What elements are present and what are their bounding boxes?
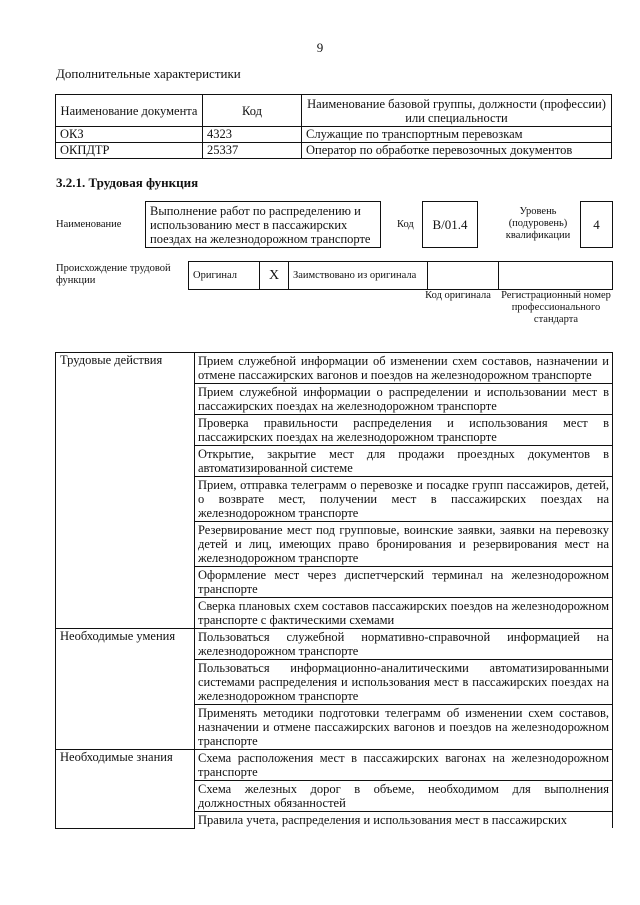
table-row (56, 629, 613, 660)
cell-group: Служащие по транспортным перевозкам (302, 127, 612, 143)
reg-number-caption: Регистрационный номер профессионального стандарта (501, 290, 611, 325)
list-item: Резервирование мест под групповые, воинские заявки, заявки на перевозку детей и лиц, имеющих право бронирования и резервирования мест на железнодорожном транспорте (195, 522, 613, 567)
cell-document: ОКЗ (56, 127, 203, 143)
additional-characteristics-table (55, 94, 612, 159)
level-label: Уровень (подуровень) квалификации (505, 206, 571, 241)
origin-label: Происхождение трудовой функции (56, 263, 171, 286)
table-header-row (56, 95, 612, 127)
list-item: Прием, отправка телеграмм о перевозке и посадке групп пассажиров, детей, о возврате мест, получении мест в пассажирских поездах на железнодорожном транспорте (195, 477, 613, 522)
list-item: Пользоваться служебной нормативно-справочной информацией на железнодорожном транспорте (195, 629, 613, 660)
list-item: Проверка правильности распределения и использования мест в пассажирских поездах на железнодорожном транспорте (195, 415, 613, 446)
list-item: Схема железных дорог в объеме, необходимом для выполнения должностных обязанностей (195, 781, 613, 812)
page-number: 9 (316, 40, 324, 55)
category-skills: Необходимые умения (56, 629, 195, 750)
additional-characteristics-title: Дополнительные характеристики (56, 66, 241, 81)
qualification-level: 4 (580, 201, 613, 248)
header-group-name: Наименование базовой группы, должности (профессии) или специальности (302, 95, 612, 127)
original-label: Оригинал (189, 262, 260, 290)
list-item: Прием служебной информации о распределении и использовании мест в пассажирских поездах на железнодорожном транспорте (195, 384, 613, 415)
labor-function-table (55, 352, 613, 829)
list-item: Оформление мест через диспетчерский терминал на железнодорожном транспорте (195, 567, 613, 598)
borrowed-label: Заимствовано из оригинала (289, 262, 428, 290)
category-labor-actions: Трудовые действия (56, 353, 195, 629)
name-label: Наименование (56, 219, 122, 230)
cell-code: 4323 (203, 127, 302, 143)
list-item: Пользоваться информационно-аналитическими автоматизированными системами распределения и использования мест в пассажирских поездах на железнодорожном транспорте (195, 660, 613, 705)
original-mark: X (260, 262, 289, 290)
table-row (56, 353, 613, 384)
list-item: Схема расположения мест в пассажирских вагонах на железнодорожном транспорте (195, 750, 613, 781)
cell-code: 25337 (203, 143, 302, 159)
origin-table (188, 261, 613, 290)
code-original-cell (428, 262, 499, 290)
table-row (56, 143, 612, 159)
header-document-name: Наименование документа (56, 95, 203, 127)
list-item: Сверка плановых схем составов пассажирских поездов на железнодорожном транспорте с фактическими схемами (195, 598, 613, 629)
code-original-caption: Код оригинала (425, 290, 491, 301)
table-row (56, 127, 612, 143)
table-row (56, 750, 613, 781)
list-item: Прием служебной информации об изменении схем составов, назначении и отмене пассажирских вагонов и поездов на железнодорожном транспорте (195, 353, 613, 384)
function-code: B/01.4 (422, 201, 478, 248)
code-label: Код (397, 219, 414, 230)
list-item: Открытие, закрытие мест для продажи проездных документов в автоматизированной системе (195, 446, 613, 477)
reg-number-cell (499, 262, 613, 290)
cell-group: Оператор по обработке перевозочных документов (302, 143, 612, 159)
header-code: Код (203, 95, 302, 127)
origin-row (189, 262, 613, 290)
list-item: Применять методики подготовки телеграмм об изменении схем составов, назначении и отмене пассажирских вагонов и поездов на железнодорожном транспорте (195, 705, 613, 750)
category-knowledge: Необходимые знания (56, 750, 195, 829)
cell-document: ОКПДТР (56, 143, 203, 159)
list-item: Правила учета, распределения и использования мест в пассажирских (195, 812, 613, 829)
labor-function-heading: 3.2.1. Трудовая функция (56, 175, 199, 190)
function-name: Выполнение работ по распределению и использованию мест в пассажирских поездах на железнодорожном транспорте (145, 201, 381, 248)
